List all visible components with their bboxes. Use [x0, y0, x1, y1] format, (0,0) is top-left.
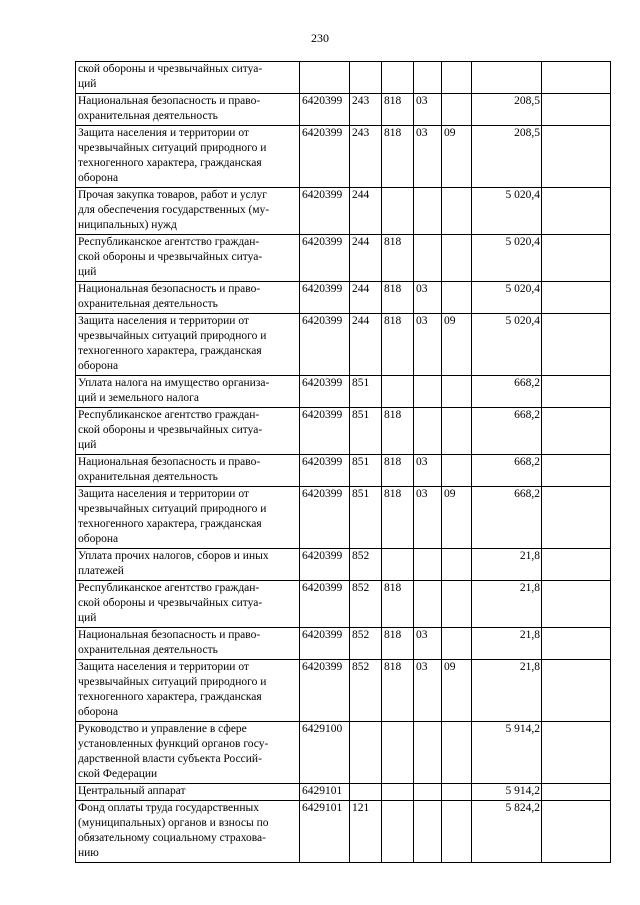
cell-ministry-code — [382, 722, 414, 784]
cell-amount: 5 020,4 — [472, 282, 542, 314]
cell-subsection — [442, 235, 472, 282]
cell-name: Национальная безопасность и право- охранительная деятельность — [76, 282, 300, 314]
cell-extra — [542, 376, 611, 408]
cell-amount: 208,5 — [472, 94, 542, 126]
cell-expense-type: 852 — [350, 549, 382, 581]
cell-name: Защита населения и территории от чрезвычайных ситуаций природного и техногенного характера, гражданская оборона — [76, 660, 300, 722]
cell-name: Защита населения и территории от чрезвычайных ситуаций природного и техногенного характера, гражданская оборона — [76, 314, 300, 376]
cell-target-article: 6420399 — [300, 94, 350, 126]
cell-subsection: 09 — [442, 660, 472, 722]
cell-extra — [542, 628, 611, 660]
cell-subsection — [442, 581, 472, 628]
cell-ministry-code — [382, 62, 414, 94]
cell-section: 03 — [414, 628, 442, 660]
budget-table — [75, 61, 611, 863]
cell-ministry-code: 818 — [382, 455, 414, 487]
cell-expense-type: 121 — [350, 801, 382, 863]
cell-expense-type — [350, 62, 382, 94]
cell-amount: 5 020,4 — [472, 235, 542, 282]
cell-extra — [542, 581, 611, 628]
cell-amount: 5 914,2 — [472, 722, 542, 784]
cell-extra — [542, 722, 611, 784]
cell-ministry-code: 818 — [382, 235, 414, 282]
cell-target-article: 6420399 — [300, 408, 350, 455]
table-row — [76, 455, 611, 487]
table-row — [76, 314, 611, 376]
cell-ministry-code: 818 — [382, 408, 414, 455]
cell-extra — [542, 188, 611, 235]
cell-section — [414, 722, 442, 784]
cell-amount: 21,8 — [472, 660, 542, 722]
cell-target-article: 6429100 — [300, 722, 350, 784]
cell-name: Фонд оплаты труда государственных (муниципальных) органов и взносы по обязательному социальному страхова- нию — [76, 801, 300, 863]
cell-section: 03 — [414, 282, 442, 314]
table-row — [76, 282, 611, 314]
cell-section: 03 — [414, 487, 442, 549]
table-row — [76, 408, 611, 455]
cell-subsection: 09 — [442, 126, 472, 188]
cell-name: Уплата прочих налогов, сборов и иных платежей — [76, 549, 300, 581]
cell-target-article: 6420399 — [300, 376, 350, 408]
cell-section — [414, 188, 442, 235]
cell-expense-type: 244 — [350, 188, 382, 235]
cell-amount: 668,2 — [472, 487, 542, 549]
cell-extra — [542, 126, 611, 188]
cell-expense-type: 851 — [350, 376, 382, 408]
cell-extra — [542, 784, 611, 801]
cell-amount: 5 020,4 — [472, 188, 542, 235]
cell-expense-type: 852 — [350, 660, 382, 722]
cell-ministry-code: 818 — [382, 487, 414, 549]
cell-target-article: 6420399 — [300, 455, 350, 487]
cell-subsection — [442, 801, 472, 863]
cell-extra — [542, 282, 611, 314]
cell-ministry-code — [382, 376, 414, 408]
cell-subsection: 09 — [442, 314, 472, 376]
table-row — [76, 660, 611, 722]
cell-ministry-code — [382, 784, 414, 801]
cell-name: Национальная безопасность и право- охранительная деятельность — [76, 628, 300, 660]
cell-name: Национальная безопасность и право- охранительная деятельность — [76, 455, 300, 487]
cell-section: 03 — [414, 314, 442, 376]
cell-ministry-code — [382, 188, 414, 235]
cell-name: Защита населения и территории от чрезвычайных ситуаций природного и техногенного характера, гражданская оборона — [76, 126, 300, 188]
cell-extra — [542, 314, 611, 376]
cell-section — [414, 784, 442, 801]
cell-extra — [542, 408, 611, 455]
cell-target-article: 6420399 — [300, 660, 350, 722]
cell-ministry-code — [382, 801, 414, 863]
cell-target-article: 6420399 — [300, 581, 350, 628]
cell-section — [414, 235, 442, 282]
cell-subsection — [442, 408, 472, 455]
cell-subsection — [442, 282, 472, 314]
cell-expense-type: 851 — [350, 487, 382, 549]
cell-subsection — [442, 62, 472, 94]
cell-name: Республиканское агентство граждан- ской обороны и чрезвычайных ситуа- ций — [76, 408, 300, 455]
table-row — [76, 376, 611, 408]
cell-amount: 21,8 — [472, 628, 542, 660]
table-row — [76, 62, 611, 94]
cell-expense-type: 243 — [350, 126, 382, 188]
cell-name: Уплата налога на имущество организа- ций и земельного налога — [76, 376, 300, 408]
table-row — [76, 235, 611, 282]
table-row — [76, 628, 611, 660]
cell-extra — [542, 62, 611, 94]
cell-extra — [542, 487, 611, 549]
cell-extra — [542, 660, 611, 722]
cell-target-article: 6420399 — [300, 628, 350, 660]
table-row — [76, 549, 611, 581]
cell-subsection — [442, 628, 472, 660]
cell-subsection — [442, 188, 472, 235]
cell-extra — [542, 94, 611, 126]
cell-amount: 5 020,4 — [472, 314, 542, 376]
table-row — [76, 581, 611, 628]
table-row — [76, 94, 611, 126]
cell-target-article: 6420399 — [300, 549, 350, 581]
cell-target-article: 6429101 — [300, 801, 350, 863]
cell-name: Руководство и управление в сфере установленных функций органов госу- дарственной власти субъекта Россий- ской Федерации — [76, 722, 300, 784]
cell-section: 03 — [414, 660, 442, 722]
page-number: 230 — [311, 31, 329, 45]
table-body — [76, 62, 611, 863]
cell-section — [414, 62, 442, 94]
cell-expense-type — [350, 722, 382, 784]
cell-expense-type: 244 — [350, 314, 382, 376]
cell-ministry-code: 818 — [382, 126, 414, 188]
table-row — [76, 722, 611, 784]
cell-section: 03 — [414, 126, 442, 188]
cell-ministry-code: 818 — [382, 581, 414, 628]
cell-section — [414, 408, 442, 455]
cell-section — [414, 549, 442, 581]
cell-expense-type: 851 — [350, 408, 382, 455]
cell-target-article: 6420399 — [300, 282, 350, 314]
cell-section — [414, 581, 442, 628]
cell-amount: 208,5 — [472, 126, 542, 188]
cell-section: 03 — [414, 455, 442, 487]
cell-expense-type: 852 — [350, 581, 382, 628]
cell-subsection — [442, 784, 472, 801]
cell-subsection — [442, 549, 472, 581]
cell-section — [414, 801, 442, 863]
cell-extra — [542, 801, 611, 863]
cell-expense-type — [350, 784, 382, 801]
table-row — [76, 784, 611, 801]
cell-name: Республиканское агентство граждан- ской обороны и чрезвычайных ситуа- ций — [76, 581, 300, 628]
cell-target-article: 6420399 — [300, 188, 350, 235]
cell-name: Национальная безопасность и право- охранительная деятельность — [76, 94, 300, 126]
cell-expense-type: 852 — [350, 628, 382, 660]
cell-amount: 21,8 — [472, 581, 542, 628]
cell-ministry-code: 818 — [382, 628, 414, 660]
cell-amount: 668,2 — [472, 408, 542, 455]
cell-name: Республиканское агентство граждан- ской обороны и чрезвычайных ситуа- ций — [76, 235, 300, 282]
cell-target-article: 6420399 — [300, 235, 350, 282]
cell-extra — [542, 549, 611, 581]
table-row — [76, 801, 611, 863]
cell-subsection — [442, 455, 472, 487]
cell-section: 03 — [414, 94, 442, 126]
cell-section — [414, 376, 442, 408]
cell-amount: 668,2 — [472, 455, 542, 487]
table-row — [76, 487, 611, 549]
table-row — [76, 188, 611, 235]
cell-amount: 5 914,2 — [472, 784, 542, 801]
cell-ministry-code: 818 — [382, 94, 414, 126]
cell-expense-type: 244 — [350, 282, 382, 314]
cell-target-article: 6420399 — [300, 126, 350, 188]
cell-target-article: 6429101 — [300, 784, 350, 801]
cell-ministry-code — [382, 549, 414, 581]
cell-expense-type: 243 — [350, 94, 382, 126]
cell-subsection — [442, 94, 472, 126]
cell-amount: 21,8 — [472, 549, 542, 581]
cell-target-article: 6420399 — [300, 314, 350, 376]
cell-target-article — [300, 62, 350, 94]
table-row — [76, 126, 611, 188]
cell-ministry-code: 818 — [382, 282, 414, 314]
cell-name: Центральный аппарат — [76, 784, 300, 801]
cell-extra — [542, 235, 611, 282]
cell-amount — [472, 62, 542, 94]
cell-target-article: 6420399 — [300, 487, 350, 549]
cell-subsection — [442, 376, 472, 408]
cell-expense-type: 244 — [350, 235, 382, 282]
cell-amount: 5 824,2 — [472, 801, 542, 863]
cell-subsection: 09 — [442, 487, 472, 549]
cell-amount: 668,2 — [472, 376, 542, 408]
cell-expense-type: 851 — [350, 455, 382, 487]
cell-name: Прочая закупка товаров, работ и услуг для обеспечения государственных (му- ниципальных) нужд — [76, 188, 300, 235]
cell-name: ской обороны и чрезвычайных ситуа- ций — [76, 62, 300, 94]
cell-name: Защита населения и территории от чрезвычайных ситуаций природного и техногенного характера, гражданская оборона — [76, 487, 300, 549]
cell-ministry-code: 818 — [382, 660, 414, 722]
cell-ministry-code: 818 — [382, 314, 414, 376]
cell-subsection — [442, 722, 472, 784]
cell-extra — [542, 455, 611, 487]
